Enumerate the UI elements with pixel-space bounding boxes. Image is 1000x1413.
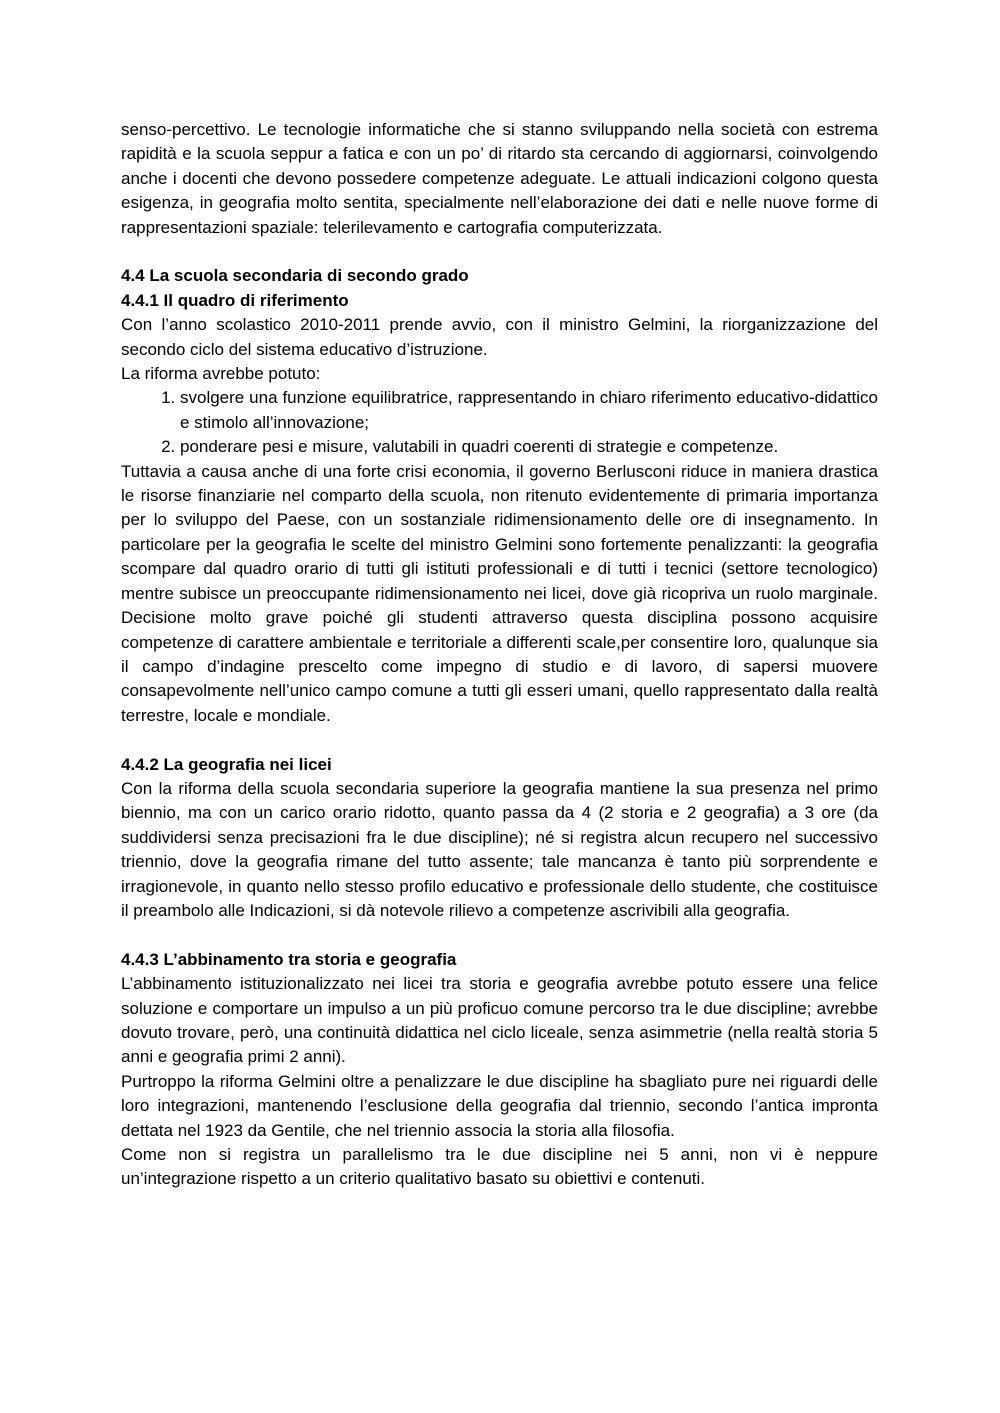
paragraph-4-4-1-c: Tuttavia a causa anche di una forte crisi economia, il governo Berlusconi riduce in maniera drastica le risorse finanziarie nel comparto della scuola, non ritenuto evidentemente di primaria importanza per lo sviluppo del Paese, con un sostanziale ridimensionamento delle ore di insegnamento. In particolare per la geografia le scelte del ministro Gelmini sono fortemente penalizzanti: la geografia scompare dal quadro orario di tutti gli istituti professionali e di tutti i tecnici (settore tecnologico) mentre subisce un preoccupante ridimensionamento nei licei, dove già ricopriva un ruolo marginale. Decisione molto grave poiché gli studenti attraverso questa disciplina possono acquisire competenze di carattere ambientale e territoriale a differenti scale,per consentire loro, qualunque sia il campo d’indagine prescelto come impegno di studio e di lavoro, di sapersi muovere consapevolmente nell’unico campo comune a tutti gli esseri umani, quello rappresentato dalla realtà terrestre, locale e mondiale. xyxy=(121,461,878,725)
section-heading-4-4: 4.4 La scuola secondaria di secondo grado xyxy=(121,266,469,286)
section-heading-4-4-2: 4.4.2 La geografia nei licei xyxy=(121,754,332,774)
list-item: 2. ponderare pesi e misure, valutabili in quadri coerenti di strategie e competenze. xyxy=(180,435,878,459)
spacer xyxy=(121,923,878,947)
paragraph-4-4-1-b: La riforma avrebbe potuto: xyxy=(121,364,321,384)
reform-goals-list xyxy=(121,386,878,459)
spacer xyxy=(121,240,878,264)
document-page xyxy=(121,118,878,1192)
paragraph-4-4-2: Con la riforma della scuola secondaria superiore la geografia mantiene la sua presenza nel primo biennio, ma con un carico orario ridotto, quanto passa da 4 (2 storia e 2 geografia) a 3 ore (da suddividersi senza precisazioni fra le due discipline); né si registra alcun recupero nel successivo triennio, dove la geografia rimane del tutto assente; tale mancanza è tanto più sorprendente e irragionevole, in quanto nello stesso profilo educativo e professionale dello studente, che costituisce il preambolo alle Indicazioni, si dà notevole rilievo a competenze ascrivibili alla geografia. xyxy=(121,778,878,920)
paragraph-4-4-3-a: L’abbinamento istituzionalizzato nei licei tra storia e geografia avrebbe potuto essere una felice soluzione e comportare un impulso a un più proficuo comune percorso tra le due discipline; avrebbe dovuto trovare, però, una continuità didattica nel ciclo liceale, senza asimmetrie (nella realtà storia 5 anni e geografia primi 2 anni). xyxy=(121,974,878,1067)
spacer xyxy=(121,728,878,752)
section-heading-4-4-1: 4.4.1 Il quadro di riferimento xyxy=(121,290,349,310)
intro-paragraph: senso-percettivo. Le tecnologie informatiche che si stanno sviluppando nella società con estrema rapidità e la scuola seppur a fatica e con un po’ di ritardo sta cercando di aggiornarsi, coinvolgendo anche i docenti che devono possedere competenze adeguate. Le attuali indicazioni colgono questa esigenza, in geografia molto sentita, specialmente nell’elaborazione dei dati e nelle nuove forme di rappresentazioni spaziale: telerilevamento e cartografia computerizzata. xyxy=(121,120,878,237)
paragraph-4-4-1-a: Con l’anno scolastico 2010-2011 prende avvio, con il ministro Gelmini, la riorganizzazione del secondo ciclo del sistema educativo d’istruzione. xyxy=(121,315,878,359)
list-item: 1. svolgere una funzione equilibratrice, rappresentando in chiaro riferimento educativo-didattico e stimolo all’innovazione; xyxy=(180,386,878,435)
paragraph-4-4-3-b: Purtroppo la riforma Gelmini oltre a penalizzare le due discipline ha sbagliato pure nei riguardi delle loro integrazioni, mantenendo l’esclusione della geografia dal triennio, secondo l’antica impronta dettata nel 1923 da Gentile, che nel triennio associa la storia alla filosofia. xyxy=(121,1071,878,1140)
paragraph-4-4-3-c: Come non si registra un parallelismo tra le due discipline nei 5 anni, non vi è neppure un’integrazione rispetto a un criterio qualitativo basato su obiettivi e contenuti. xyxy=(121,1145,878,1189)
section-heading-4-4-3: 4.4.3 L’abbinamento tra storia e geografia xyxy=(121,949,457,969)
